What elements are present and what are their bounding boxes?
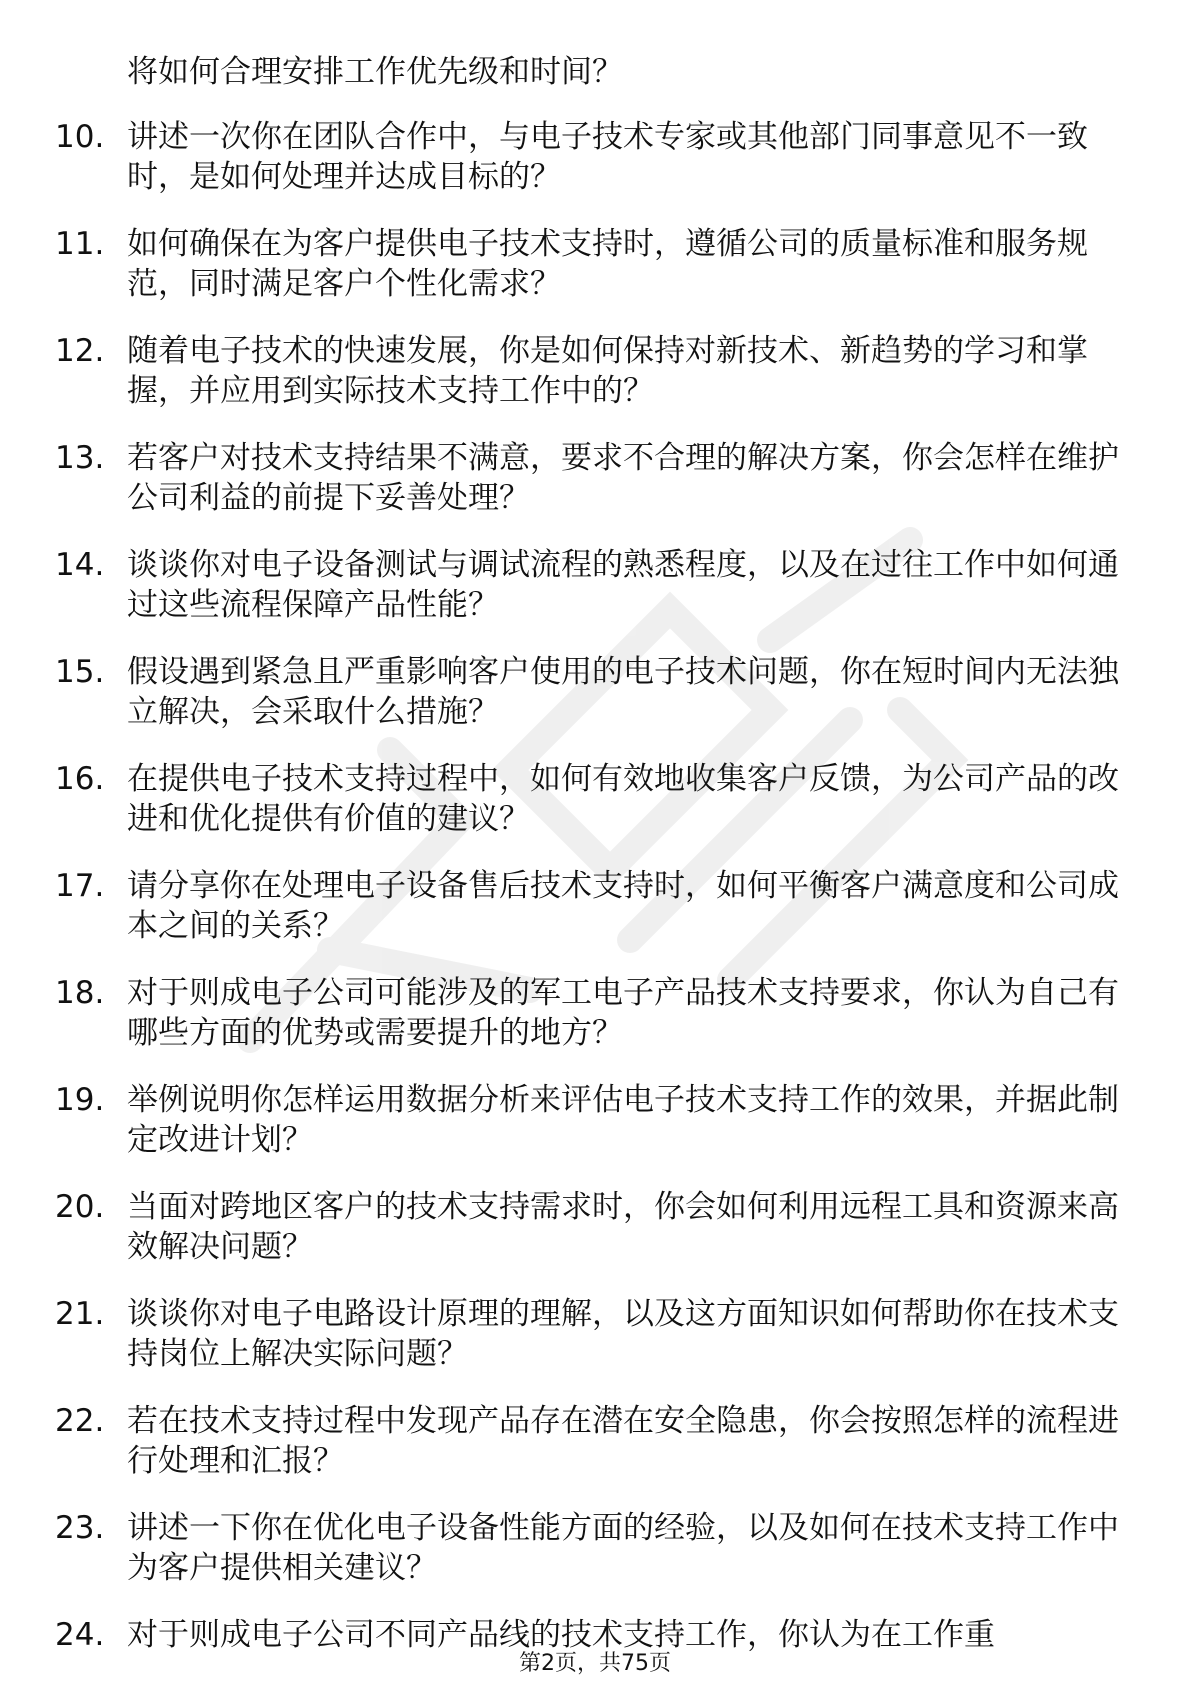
continuation-text: 将如何合理安排工作优先级和时间？	[127, 54, 623, 90]
question-item	[55, 1187, 1135, 1294]
question-text: 若客户对技术支持结果不满意，要求不合理的解决方案，你会怎样在维护公司利益的前提下妥善处理？	[127, 440, 1119, 516]
question-number: 18.	[55, 975, 105, 1011]
question-text: 谈谈你对电子电路设计原理的理解，以及这方面知识如何帮助你在技术支持岗位上解决实际问题？	[127, 1296, 1119, 1372]
question-number: 15.	[55, 654, 105, 690]
question-number: 16.	[55, 761, 105, 797]
question-text: 讲述一下你在优化电子设备性能方面的经验，以及如何在技术支持工作中为客户提供相关建议？	[127, 1510, 1119, 1586]
question-number: 24.	[55, 1617, 105, 1653]
question-item	[55, 1294, 1135, 1401]
question-number: 17.	[55, 868, 105, 904]
question-item	[55, 545, 1135, 652]
question-number: 10.	[55, 119, 105, 155]
question-number: 23.	[55, 1510, 105, 1546]
question-item	[55, 438, 1135, 545]
question-number: 14.	[55, 547, 105, 583]
question-item	[55, 1508, 1135, 1615]
question-item	[55, 224, 1135, 331]
question-number: 20.	[55, 1189, 105, 1225]
page-footer: 第2页，共75页	[519, 1651, 671, 1676]
question-text: 举例说明你怎样运用数据分析来评估电子技术支持工作的效果，并据此制定改进计划？	[127, 1082, 1119, 1158]
question-item	[55, 652, 1135, 759]
question-text: 当面对跨地区客户的技术支持需求时，你会如何利用远程工具和资源来高效解决问题？	[127, 1189, 1119, 1265]
question-text: 讲述一次你在团队合作中，与电子技术专家或其他部门同事意见不一致时，是如何处理并达成目标的？	[127, 119, 1088, 195]
question-text: 随着电子技术的快速发展，你是如何保持对新技术、新趋势的学习和掌握，并应用到实际技术支持工作中的？	[127, 333, 1088, 409]
question-number: 22.	[55, 1403, 105, 1439]
question-text: 在提供电子技术支持过程中，如何有效地收集客户反馈，为公司产品的改进和优化提供有价值的建议？	[127, 761, 1119, 837]
question-item	[55, 759, 1135, 866]
question-list	[55, 117, 1135, 1665]
question-number: 13.	[55, 440, 105, 476]
question-text: 对于则成电子公司可能涉及的军工电子产品技术支持要求，你认为自己有哪些方面的优势或需要提升的地方？	[127, 975, 1119, 1051]
question-text: 谈谈你对电子设备测试与调试流程的熟悉程度，以及在过往工作中如何通过这些流程保障产品性能？	[127, 547, 1119, 623]
question-item	[55, 866, 1135, 973]
question-text: 如何确保在为客户提供电子技术支持时，遵循公司的质量标准和服务规范，同时满足客户个性化需求？	[127, 226, 1088, 302]
question-item	[55, 1401, 1135, 1508]
question-item	[55, 331, 1135, 438]
question-text: 对于则成电子公司不同产品线的技术支持工作，你认为在工作重	[127, 1617, 995, 1653]
question-text: 请分享你在处理电子设备售后技术支持时，如何平衡客户满意度和公司成本之间的关系？	[127, 868, 1119, 944]
question-number: 11.	[55, 226, 105, 262]
question-text: 若在技术支持过程中发现产品存在潜在安全隐患，你会按照怎样的流程进行处理和汇报？	[127, 1403, 1119, 1479]
question-item	[55, 117, 1135, 224]
question-number: 19.	[55, 1082, 105, 1118]
question-number: 12.	[55, 333, 105, 369]
question-item	[55, 973, 1135, 1080]
question-number: 21.	[55, 1296, 105, 1332]
question-item	[55, 1080, 1135, 1187]
question-text: 假设遇到紧急且严重影响客户使用的电子技术问题，你在短时间内无法独立解决，会采取什么措施？	[127, 654, 1119, 730]
